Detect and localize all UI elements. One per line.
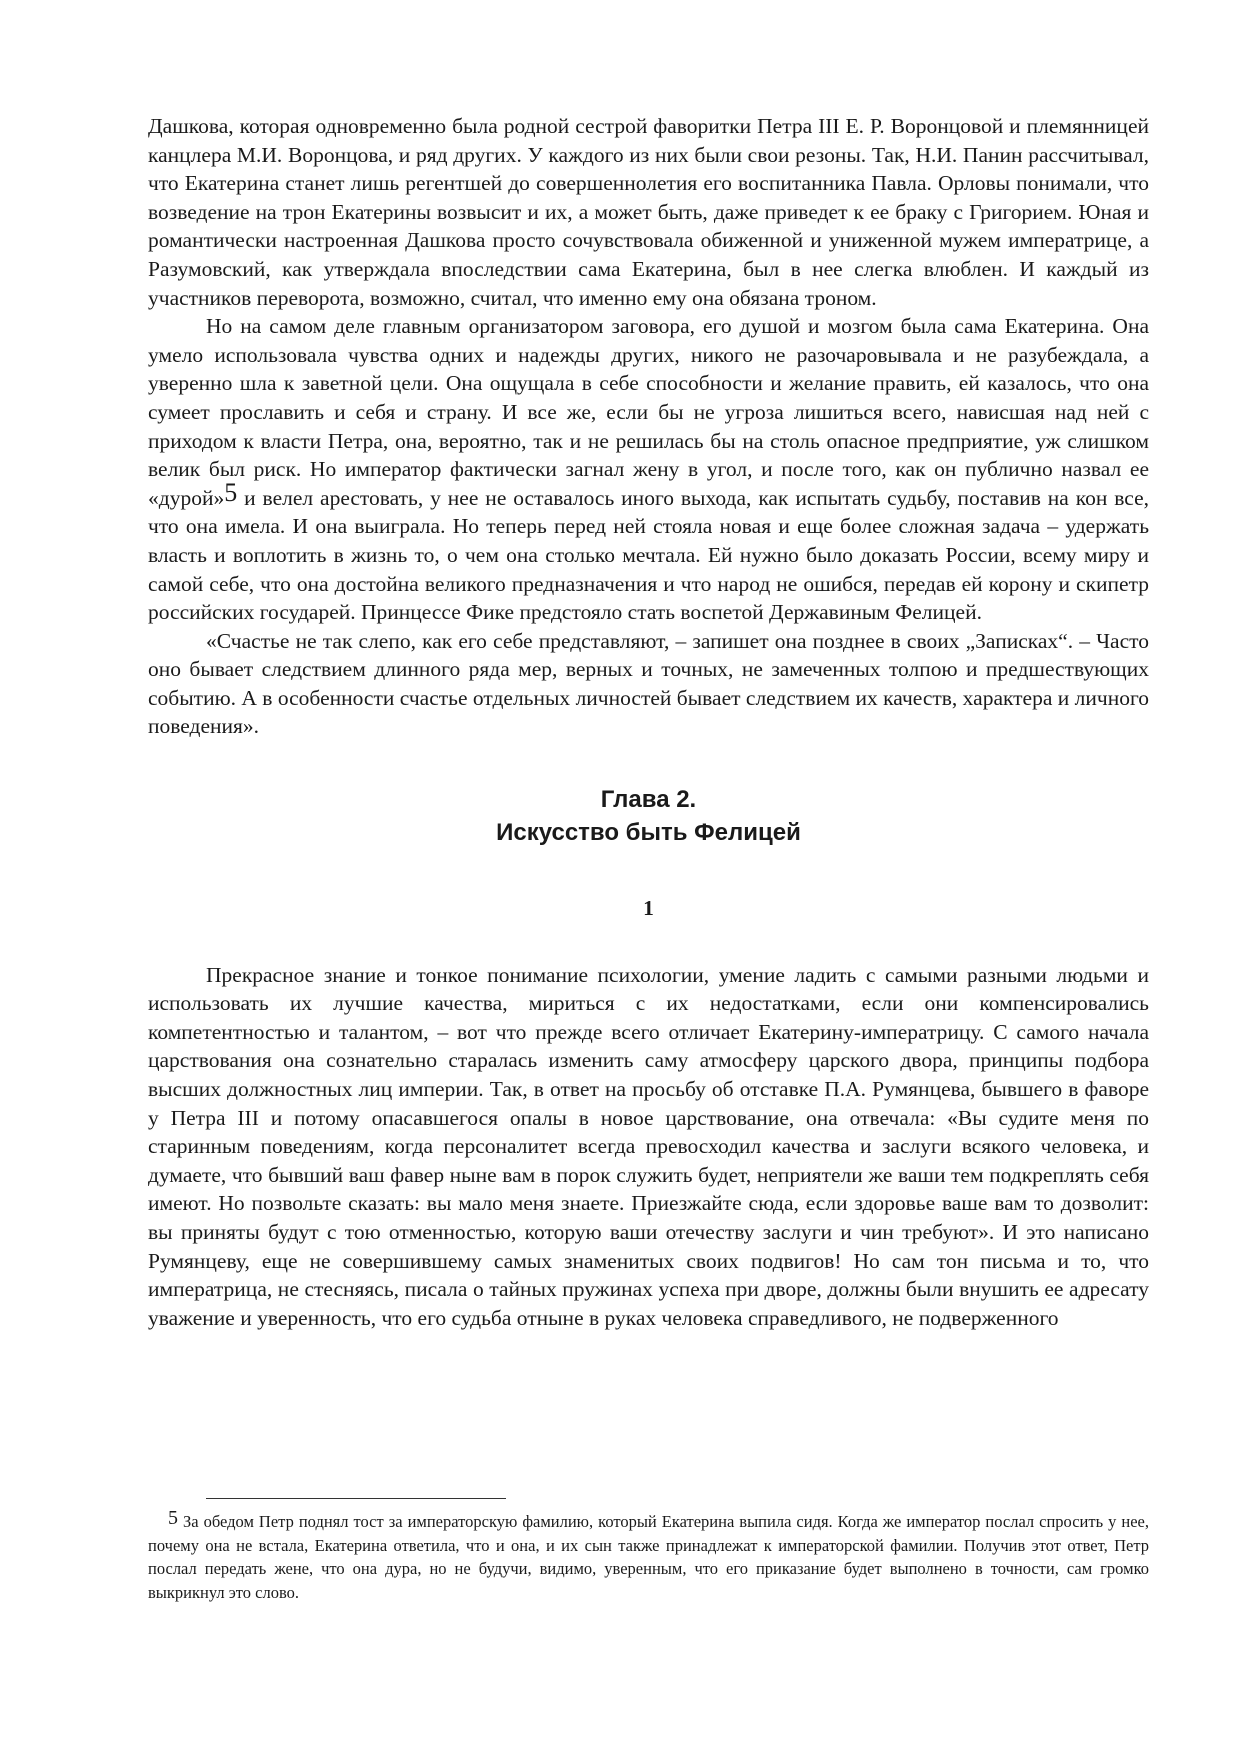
chapter-number: Глава 2. (600, 786, 697, 814)
footnote-text: За обедом Петр поднял тост за императорскую фамилию, который Екатерина выпила сидя. Когда же император послал спросить у нее, почему она не встала, Екатерина ответила, что и она, и их сын также принадлежат к императорской фамилии. Получив этот ответ, Петр послал передать жене, что она дура, но не будучи, видимо, уверенным, что его приказание будет выполнено в точности, сам громко выкрикнул это слово. (148, 1512, 1149, 1602)
paragraph-psychology: Прекрасное знание и тонкое понимание психологии, умение ладить с самыми разными людьми и использовать их лучшие качества, мириться с их недостатками, если они компенсировались компетентностью и талантом, – вот что прежде всего отличает Екатерину-императрицу. С самого начала царствования она сознательно старалась изменить саму атмосферу царского двора, принципы подбора высших должностных лиц империи. Так, в ответ на просьбу об отставке П.А. Румянцева, бывшего в фаворе у Петра III и потому опасавшегося опалы в новое царствование, она отвечала: «Вы судите меня по старинным поведениям, когда персоналитет всегда превосходил качества и заслуги всякого человека, и думаете, что бывший ваш фавер ныне вам в порок служить будет, неприятели же ваши тем подкреплять себя имеют. Но позвольте сказать: вы мало меня знаете. Приезжайте сюда, если здоровье ваше вам то дозволит: вы приняты будут с тою отменностью, которую ваши отечеству заслуги и чин требуют». И это написано Румянцеву, еще не совершившему самых знаменитых своих подвигов! Но сам тон письма и то, что императрица, не стесняясь, писала о тайных пружинах успеха при дворе, должны были внушить ее адресату уважение и уверенность, что его судьба отныне в руках человека справедливого, не подверженного (148, 962, 1149, 1330)
footnote-marker: 5 (168, 1507, 178, 1529)
paragraph-continuation: Дашкова, которая одновременно была родной сестрой фаворитки Петра III Е. Р. Воронцовой и племянницей канцлера М.И. Воронцова, и ряд других. У каждого из них были свои резоны. Так, Н.И. Панин рассчитывал, что Екатерина станет лишь регентшей до совершеннолетия его воспитанника Павла. Орловы понимали, что возведение на трон Екатерины возвысит и их, а может быть, даже приведет к ее браку с Григорием. Юная и романтически настроенная Дашкова просто сочувствовала обиженной и униженной мужем императрице, а Разумовский, как утверждала впоследствии сама Екатерина, был в нее слегка влюблен. И каждый из участников переворота, возможно, считал, что именно ему она обязана троном. (148, 114, 1149, 310)
paragraph-quote-notes: «Счастье не так слепо, как его себе представляют, – запишет она позднее в своих „Записках“. – Часто оно бывает следствием длинного ряда мер, верных и точных, не замеченных толпою и предшествующих событию. А в особенности счастье отдельных личностей бывает следствием их качеств, характера и личного поведения». (148, 628, 1149, 739)
footnote (148, 1507, 1149, 1604)
document-body (148, 112, 1149, 1332)
footnote-separator (206, 1498, 506, 1499)
paragraph-text-before-note: Но на самом деле главным организатором заговора, его душой и мозгом была сама Екатерина. Она умело использовала чувства одних и надежды других, никого не разочаровывала и не разубеждала, а уверенно шла к заветной цели. Она ощущала в себе способности и желание править, ей казалось, что она сумеет прославить и себя и страну. И все же, если бы не угроза лишиться всего, нависшая над ней с приходом к власти Петра, она, вероятно, так и не решилась бы на столь опасное предприятие, уж слишком велик был риск. Но император фактически загнал жену в угол, и после того, как он публично назвал ее «дурой» (148, 314, 1149, 510)
chapter-heading (148, 783, 1149, 849)
paragraph-text-after-note: и велел арестовать, у нее не оставалось иного выхода, как испытать судьбу, поставив на кон все, что она имела. И она выиграла. Но теперь перед ней стояла новая и еще более сложная задача – удержать власть и воплотить в жизнь то, о чем она столько мечтала. Ей нужно было доказать России, всему миру и самой себе, что она достойна великого предназначения и что народ не ошибся, передав ей корону и скипетр российских государей. Принцессе Фике предстояло стать воспетой Державиным Фелицей. (148, 485, 1149, 625)
chapter-title: Искусство быть Фелицей (496, 819, 801, 847)
section-number: 1 (643, 896, 654, 921)
footnote-reference[interactable]: 5 (224, 477, 238, 507)
paragraph-conspiracy (148, 312, 1149, 627)
